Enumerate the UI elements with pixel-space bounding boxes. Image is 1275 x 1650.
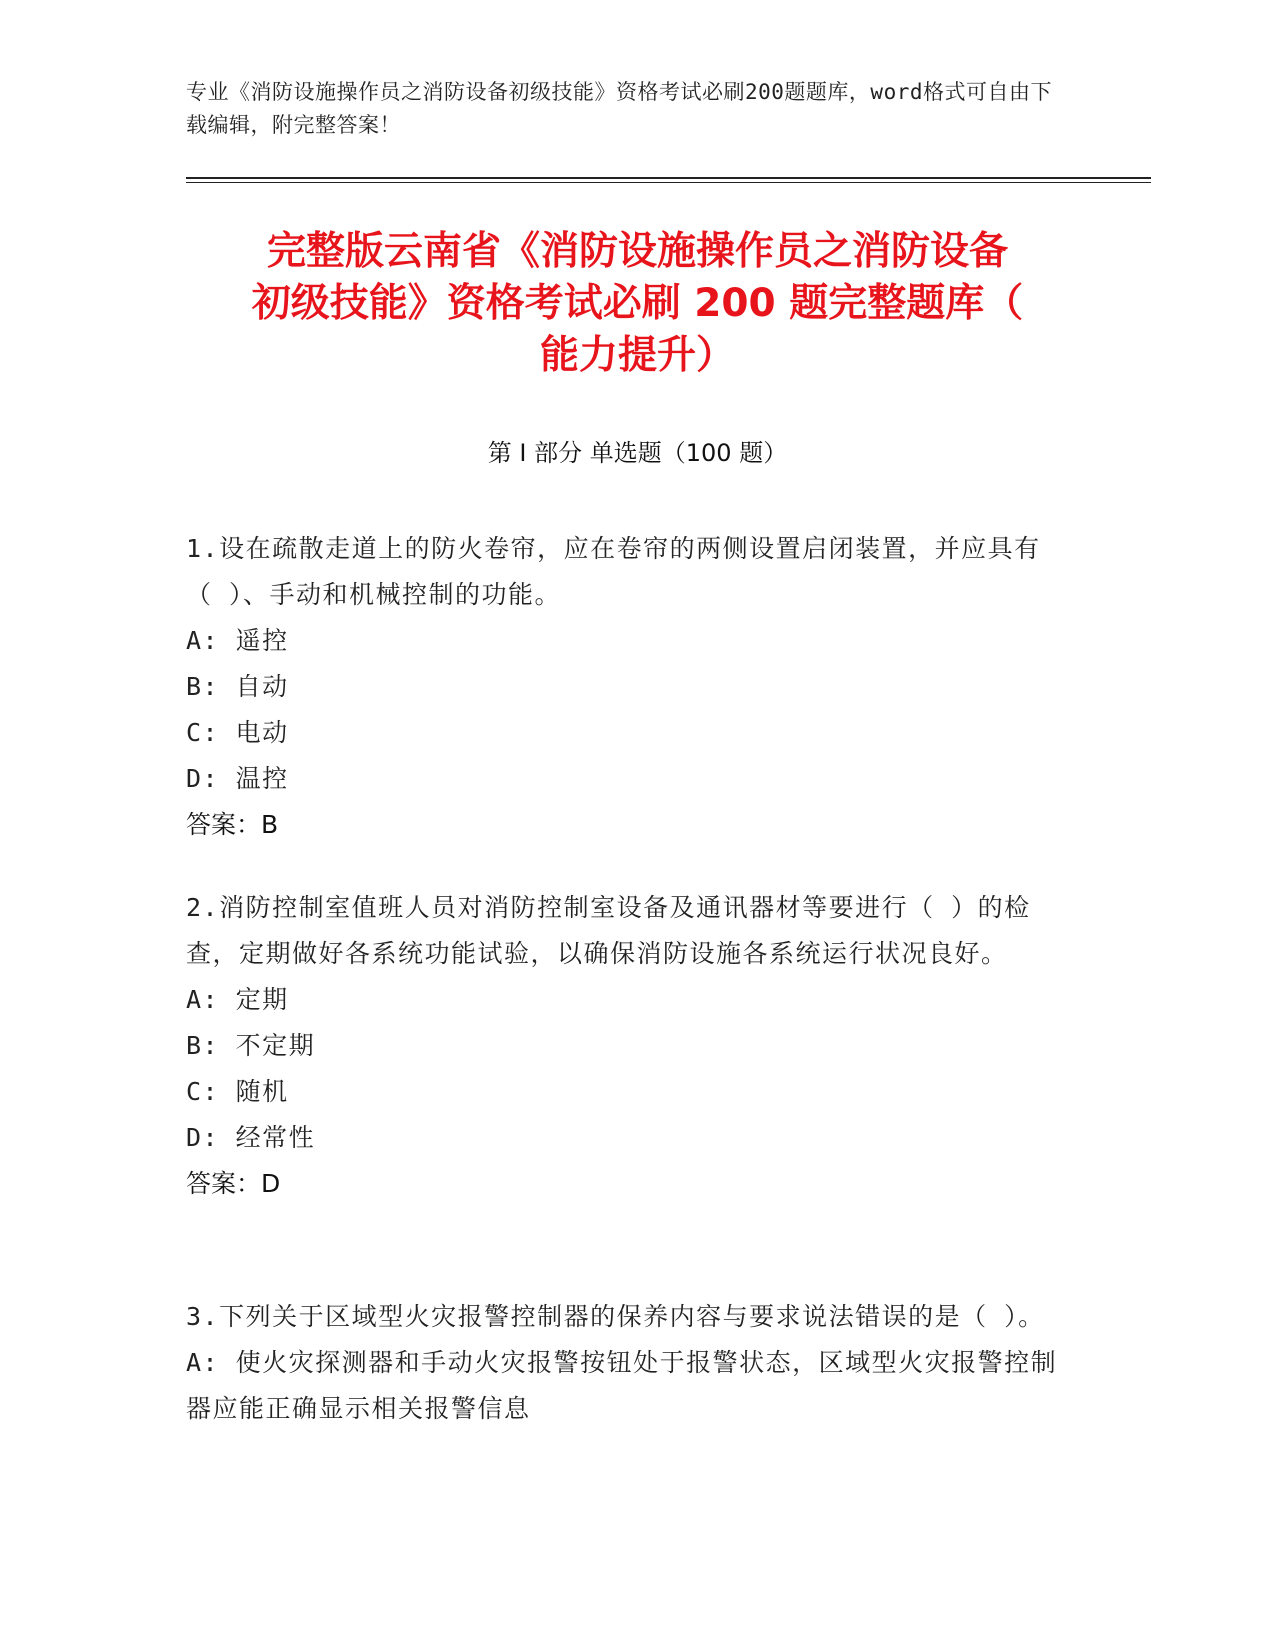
question-1	[186, 526, 1066, 848]
title-line: 初级技能》资格考试必刷 200 题完整题库（	[251, 281, 1024, 326]
option-b: B: 不定期	[186, 1031, 316, 1060]
answer: 答案：D	[186, 1169, 281, 1198]
header-rule-thin	[186, 182, 1151, 183]
option-c: C: 随机	[186, 1077, 289, 1106]
header-rule-thick	[186, 177, 1151, 179]
answer: 答案：B	[186, 810, 279, 839]
question-text: 3.下列关于区域型火灾报警控制器的保养内容与要求说法错误的是（ ）。	[186, 1302, 1045, 1331]
option-d: D: 经常性	[186, 1123, 316, 1152]
option-c: C: 电动	[186, 718, 289, 747]
option-d: D: 温控	[186, 764, 289, 793]
document-title	[186, 226, 1089, 382]
question-text: 1.设在疏散走道上的防火卷帘，应在卷帘的两侧设置启闭装置，并应具有（ ）、手动和机械控制的功能。	[186, 534, 1041, 609]
question-text: 2.消防控制室值班人员对消防控制室设备及通讯器材等要进行（ ）的检查，定期做好各系统功能试验，以确保消防设施各系统运行状况良好。	[186, 893, 1031, 968]
option-a: A: 遥控	[186, 626, 289, 655]
title-line: 能力提升）	[539, 333, 735, 378]
title-line: 完整版云南省《消防设施操作员之消防设备	[266, 229, 1008, 274]
question-2	[186, 885, 1066, 1207]
option-a: A: 使火灾探测器和手动火灾报警按钮处于报警状态，区域型火灾报警控制器应能正确显示相关报警信息	[186, 1348, 1058, 1423]
option-a: A: 定期	[186, 985, 289, 1014]
header-note: 专业《消防设施操作员之消防设备初级技能》资格考试必刷200题题库，word格式可自由下载编辑，附完整答案！	[186, 80, 1052, 137]
question-3	[186, 1294, 1066, 1432]
option-b: B: 自动	[186, 672, 289, 701]
section-title: 第 I 部分 单选题（100 题）	[487, 439, 788, 467]
